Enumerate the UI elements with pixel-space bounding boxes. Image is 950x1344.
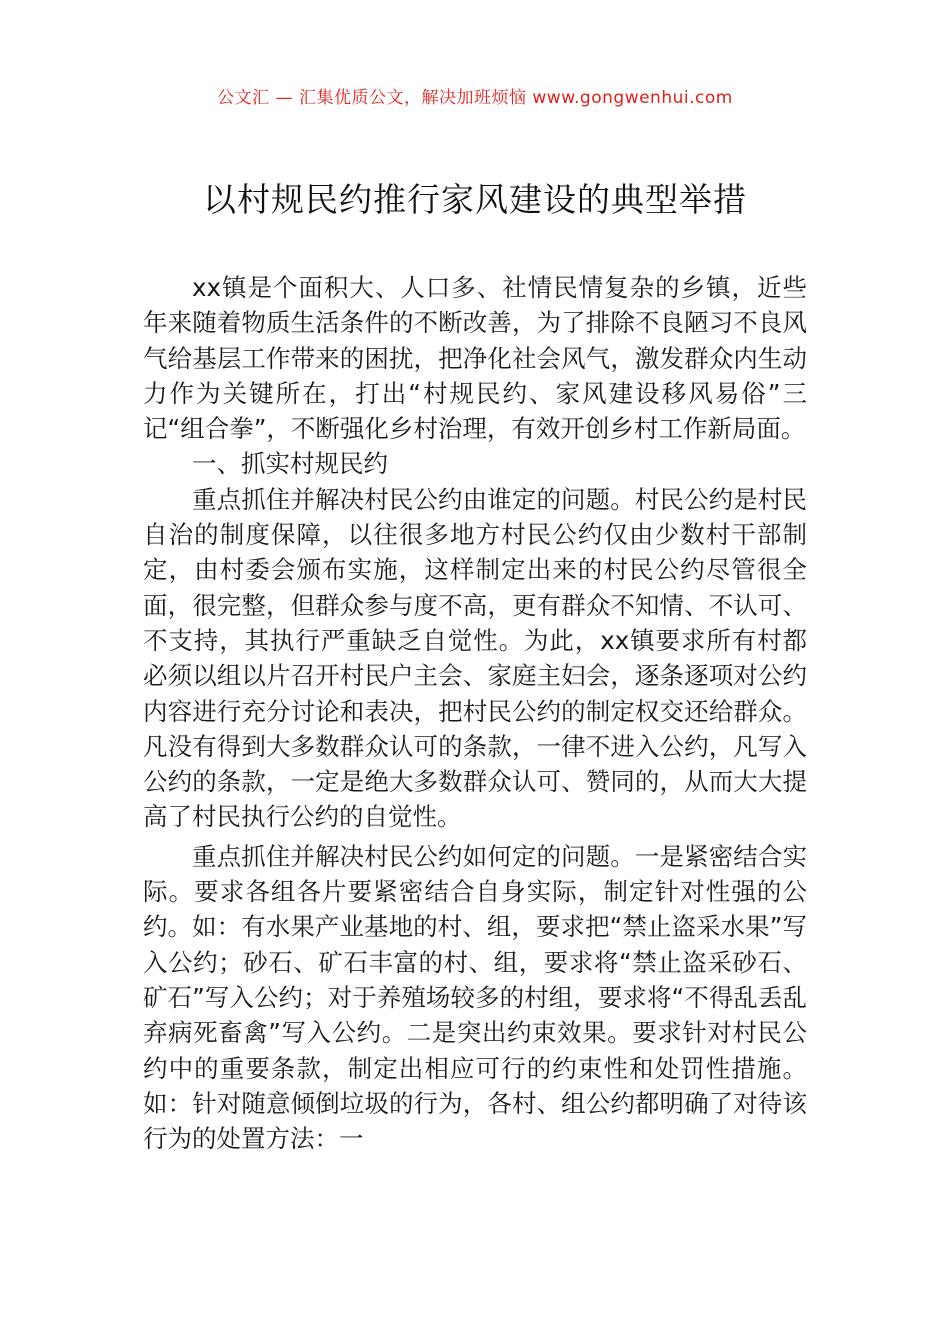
document-body	[143, 270, 807, 1156]
document-title: 以村规民约推行家风建设的典型举措	[203, 180, 747, 219]
paragraph-who-sets-rules: 重点抓住并解决村民公约由谁定的问题。村民公约是村民自治的制度保障，以往很多地方村民公约仅由少数村干部制定，由村委会颁布实施，这样制定出来的村民公约尽管很全面，很完整，但群众参与度不高，更有群众不知情、不认可、不支持，其执行严重缺乏自觉性。为此，xx镇要求所有村都必须以组以片召开村民户主会、家庭主妇会，逐条逐项对公约内容进行充分讨论和表决，把村民公约的制定权交还给群众。凡没有得到大多数群众认可的条款，一律不进入公约，凡写入公约的条款，一定是绝大多数群众认可、赞同的，从而大大提高了村民执行公约的自觉性。	[143, 484, 807, 832]
paragraph-how-rules-set: 重点抓住并解决村民公约如何定的问题。一是紧密结合实际。要求各组各片要紧密结合自身实际，制定针对性强的公约。如：有水果产业基地的村、组，要求把“禁止盗采水果”写入公约；砂石、矿石丰富的村、组，要求将“禁止盗采砂石、矿石”写入公约；对于养殖场较多的村组，要求将“不得乱丢乱弃病死畜禽”写入公约。二是突出约束效果。要求针对村民公约中的重要条款，制定出相应可行的约束性和处罚性措施。如：针对随意倾倒垃圾的行为，各村、组公约都明确了对待该行为的处置方法：一	[143, 841, 807, 1154]
section-heading: 一、抓实村规民约	[192, 449, 388, 479]
paragraph-intro: xx镇是个面积大、人口多、社情民情复杂的乡镇，近些年来随着物质生活条件的不断改善，为了排除不良陋习不良风气给基层工作带来的困扰，把净化社会风气，激发群众内生动力作为关键所在，打出“村规民约、家风建设移风易俗”三记“组合拳”，不断强化乡村治理，有效开创乡村工作新局面。	[143, 273, 807, 444]
site-banner[interactable]: 公文汇 — 汇集优质公文，解决加班烦恼 www.gongwenhui.com	[217, 88, 733, 108]
